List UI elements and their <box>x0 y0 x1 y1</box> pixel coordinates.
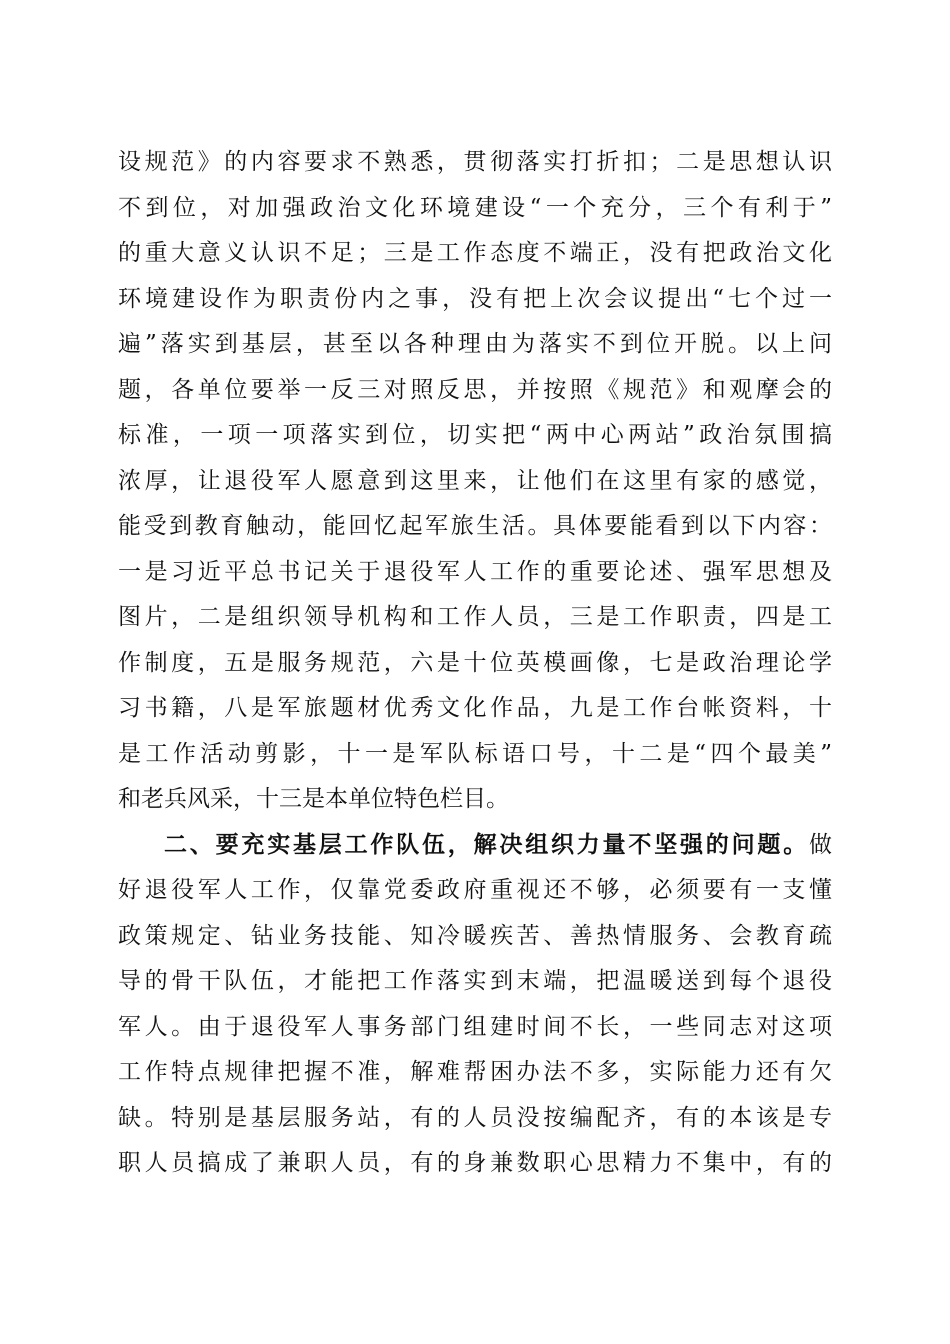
text-line: 职人员搞成了兼职人员，有的身兼数职心思精力不集中，有的 <box>118 1150 832 1176</box>
text-line: 作制度，五是服务规范，六是十位英模画像，七是政治理论学 <box>118 649 832 676</box>
text-line: 工作特点规律把握不准，解难帮困办法不多，实际能力还有欠 <box>118 1059 832 1085</box>
text-line: 遍”落实到基层，甚至以各种理由为落实不到位开脱。以上问 <box>118 331 832 357</box>
paragraph-2 <box>118 823 832 1187</box>
section-heading: 二、要充实基层工作队伍，解决组织力量不坚强的问题。 <box>164 831 809 858</box>
text-line: 环境建设作为职责份内之事，没有把上次会议提出“七个过一 <box>118 285 832 312</box>
text-line: 和老兵风采，十三是本单位特色栏目。 <box>118 786 509 812</box>
text-line: 习书籍，八是军旅题材优秀文化作品，九是工作台帐资料，十 <box>118 695 832 721</box>
text-line: 导的骨干队伍，才能把工作落实到末端，把温暖送到每个退役 <box>118 968 832 994</box>
text-line: 的重大意义认识不足；三是工作态度不端正，没有把政治文化 <box>118 240 832 266</box>
document-page <box>118 140 832 1187</box>
text-line: 能受到教育触动，能回忆起军旅生活。具体要能看到以下内容： <box>118 513 832 539</box>
text-line: 是工作活动剪影，十一是军队标语口号，十二是“四个最美” <box>118 740 832 767</box>
heading-line <box>118 823 832 869</box>
text-line: 好退役军人工作，仅靠党委政府重视还不够，必须要有一支懂 <box>118 877 832 903</box>
paragraph-1 <box>118 140 832 823</box>
text-line: 不到位，对加强政治文化环境建设“一个充分，三个有利于” <box>118 194 832 221</box>
text-line: 浓厚，让退役军人愿意到这里来，让他们在这里有家的感觉， <box>118 467 832 494</box>
text-line: 一是习近平总书记关于退役军人工作的重要论述、强军思想及 <box>118 558 832 585</box>
text-line: 标准，一项一项落实到位，切实把“两中心两站”政治氛围搞 <box>118 422 832 448</box>
heading-line-rest: 做 <box>809 831 832 858</box>
text-line: 设规范》的内容要求不熟悉，贯彻落实打折扣；二是思想认识 <box>118 149 832 175</box>
text-line: 题，各单位要举一反三对照反思，并按照《规范》和观摩会的 <box>118 376 832 403</box>
text-line: 缺。特别是基层服务站，有的人员没按编配齐，有的本该是专 <box>118 1104 832 1131</box>
text-line: 图片，二是组织领导机构和工作人员，三是工作职责，四是工 <box>118 604 832 630</box>
text-line: 政策规定、钻业务技能、知冷暖疾苦、善热情服务、会教育疏 <box>118 922 832 949</box>
text-line: 军人。由于退役军人事务部门组建时间不长，一些同志对这项 <box>118 1013 832 1040</box>
